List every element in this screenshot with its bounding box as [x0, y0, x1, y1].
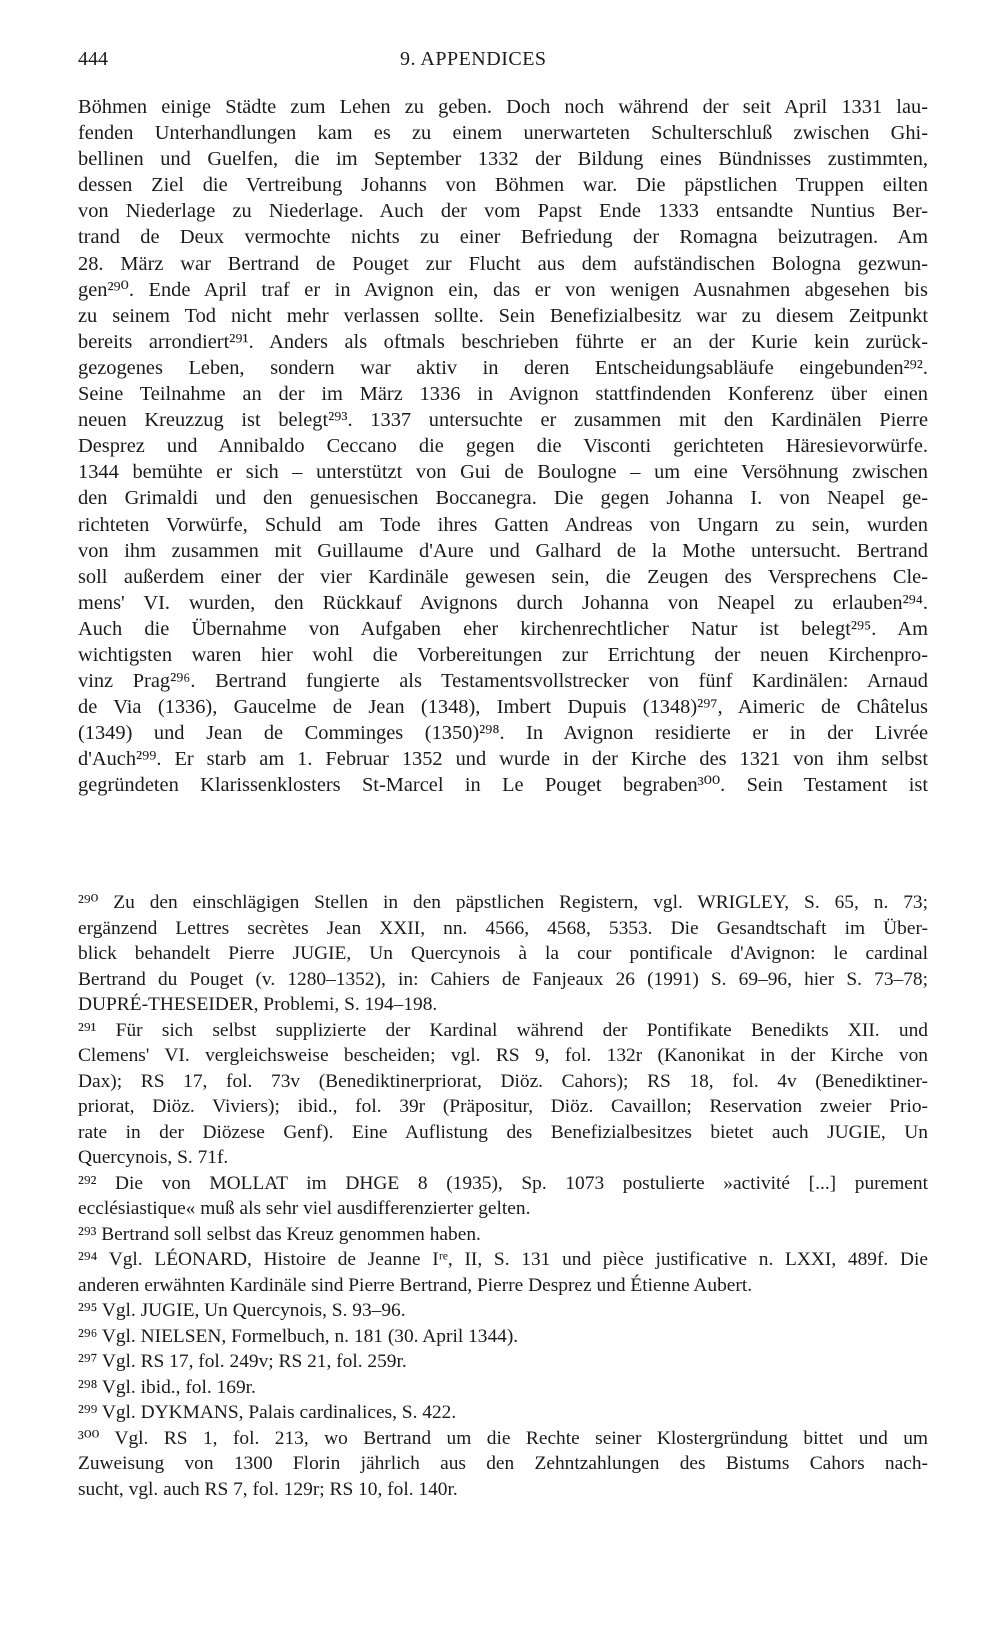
text-line: de Via (1336), Gaucelme de Jean (1348), Imbert Dupuis (1348)²⁹⁷, Aimeric de Châtelus: [78, 696, 928, 719]
text-line: Desprez und Annibaldo Ceccano die gegen die Visconti gerichteten Häresievorwürfe.: [78, 435, 928, 458]
text-line: bereits arrondiert²⁹¹. Anders als oftmals beschrieben führte er an der Kurie kein zurück-: [78, 330, 928, 353]
text-line: 1344 bemühte er sich – unterstützt von Gui de Boulogne – um eine Versöhnung zwischen: [78, 461, 928, 484]
text-line: Auch die Übernahme von Aufgaben eher kirchenrechtlicher Natur ist belegt²⁹⁵. Am: [78, 617, 928, 640]
footnote-line: ²⁹⁷ Vgl. RS 17, fol. 249v; RS 21, fol. 259r.: [78, 1351, 407, 1372]
footnote-line: Quercynois, S. 71f.: [78, 1147, 229, 1168]
text-line: mens' VI. wurden, den Rückkauf Avignons durch Johanna von Neapel zu erlauben²⁹⁴.: [78, 591, 928, 614]
text-line: gegründeten Klarissenklosters St-Marcel in Le Pouget begraben³⁰⁰. Sein Testament ist: [78, 774, 928, 797]
text-line: wichtigsten waren hier wohl die Vorbereitungen zur Errichtung der neuen Kirchenpro-: [78, 643, 928, 666]
footnote-line: ²⁹⁰ Zu den einschlägigen Stellen in den päpstlichen Registern, vgl. WRIGLEY, S. 65, n. 73;: [78, 892, 928, 913]
footnote-line: ²⁹⁸ Vgl. ibid., fol. 169r.: [78, 1376, 256, 1398]
footnote-line: ²⁹² Die von MOLLAT im DHGE 8 (1935), Sp. 1073 postulierte »activité [...] purement: [78, 1172, 928, 1194]
footnote-line: blick behandelt Pierre JUGIE, Un Quercynois à la cour pontificale d'Avignon: le cardinal: [78, 943, 928, 964]
text-line: neuen Kreuzzug ist belegt²⁹³. 1337 untersuchte er zusammen mit den Kardinälen Pierre: [78, 409, 928, 432]
text-line: zu seinem Tod nicht mehr verlassen sollte. Sein Benefizialbesitz war zu diesem Zeitpunkt: [78, 304, 928, 327]
footnote-line: ²⁹⁴ Vgl. LÉONARD, Histoire de Jeanne Iʳᵉ, II, S. 131 und pièce justificative n. LXXI, 489f. Die: [78, 1249, 928, 1270]
footnote-line: DUPRÉ-THESEIDER, Problemi, S. 194–198.: [78, 994, 438, 1015]
text-line: gezogenes Leben, sondern war aktiv in deren Entscheidungsabläufe eingebunden²⁹².: [78, 356, 928, 379]
text-line: (1349) und Jean de Comminges (1350)²⁹⁸. In Avignon residierte er in der Livrée: [78, 722, 928, 745]
text-line: Seine Teilnahme an der im März 1336 in Avignon stattfindenden Konferenz über einen: [78, 383, 928, 406]
text-line: soll außerdem einer der vier Kardinäle gewesen sein, die Zeugen des Versprechens Cle-: [78, 565, 928, 588]
text-line: richteten Vorwürfe, Schuld am Tode ihres Gatten Andreas von Ungarn zu sein, wurden: [78, 513, 928, 536]
footnote-line: ²⁹³ Bertrand soll selbst das Kreuz genommen haben.: [78, 1223, 481, 1245]
text-line: d'Auch²⁹⁹. Er starb am 1. Februar 1352 und wurde in der Kirche des 1321 von ihm selbst: [78, 748, 928, 771]
footnote-line: ecclésiastique« muß als sehr viel ausdifferenzierter gelten.: [78, 1198, 531, 1219]
text-line: gen²⁹⁰. Ende April traf er in Avignon ein, das er von wenigen Ausnahmen abgesehen bis: [78, 278, 928, 301]
text-line: den Grimaldi und den genuesischen Boccanegra. Die gegen Johanna I. von Neapel ge-: [78, 487, 928, 510]
text-line: fenden Unterhandlungen kam es zu einem unerwarteten Schulterschluß zwischen Ghi-: [78, 122, 928, 145]
text-line: dessen Ziel die Vertreibung Johanns von Böhmen war. Die päpstlichen Truppen eilten: [78, 174, 928, 197]
text-line: Böhmen einige Städte zum Lehen zu geben. Doch noch während der seit April 1331 lau-: [78, 96, 928, 118]
running-head: 9. APPENDICES: [400, 48, 547, 70]
footnote-line: rate in der Diözese Genf). Eine Auflistung des Benefizialbesitzes bietet auch JUGIE, Un: [78, 1121, 928, 1143]
text-line: 28. März war Bertrand de Pouget zur Flucht aus dem aufständischen Bologna gezwun-: [78, 252, 928, 275]
footnote-line: priorat, Diöz. Viviers); ibid., fol. 39r (Präpositur, Diöz. Cavaillon; Reservation zweier Prio-: [78, 1096, 928, 1117]
footnote-line: Clemens' VI. vergleichsweise bescheiden; vgl. RS 9, fol. 132r (Kanonikat in der Kirche von: [78, 1045, 928, 1066]
footnote-line: ²⁹¹ Für sich selbst supplizierte der Kardinal während der Pontifikate Benedikts XII. und: [78, 1019, 928, 1041]
text-line: trand de Deux vermochte nichts zu einer Befriedung der Romagna beizutragen. Am: [78, 226, 928, 249]
text-line: von Niederlage zu Niederlage. Auch der vom Papst Ende 1333 entsandte Nuntius Ber-: [78, 200, 928, 223]
footnote-line: ²⁹⁶ Vgl. NIELSEN, Formelbuch, n. 181 (30. April 1344).: [78, 1325, 519, 1347]
footnote-line: Dax); RS 17, fol. 73v (Benediktinerpriorat, Diöz. Cahors); RS 18, fol. 4v (Benediktiner-: [78, 1070, 928, 1092]
text-line: bellinen und Guelfen, die im September 1332 der Bildung eines Bündnisses zustimmten,: [78, 148, 928, 171]
page-number: 444: [78, 48, 108, 70]
text-line: vinz Prag²⁹⁶. Bertrand fungierte als Testamentsvollstrecker von fünf Kardinälen: Arnaud: [78, 670, 928, 693]
footnote-line: ³⁰⁰ Vgl. RS 1, fol. 213, wo Bertrand um die Rechte seiner Klostergründung bittet und um: [78, 1427, 928, 1449]
footnote-line: Bertrand du Pouget (v. 1280–1352), in: Cahiers de Fanjeaux 26 (1991) S. 69–96, hier S. 73–78;: [78, 968, 928, 990]
footnote-line: anderen erwähnten Kardinäle sind Pierre Bertrand, Pierre Desprez und Étienne Aubert.: [78, 1274, 753, 1296]
footnote-line: ²⁹⁵ Vgl. JUGIE, Un Quercynois, S. 93–96.: [78, 1300, 406, 1321]
text-line: von ihm zusammen mit Guillaume d'Aure und Galhard de la Mothe untersucht. Bertrand: [78, 539, 928, 562]
footnote-line: sucht, vgl. auch RS 7, fol. 129r; RS 10, fol. 140r.: [78, 1478, 458, 1500]
footnotes: [78, 890, 928, 1502]
footnote-line: ergänzend Lettres secrètes Jean XXII, nn. 4566, 4568, 5353. Die Gesandtschaft im Über-: [78, 917, 928, 939]
footnote-line: ²⁹⁹ Vgl. DYKMANS, Palais cardinalices, S. 422.: [78, 1402, 457, 1423]
main-text: [78, 94, 928, 799]
footnote-line: Zuweisung von 1300 Florin jährlich aus den Zehntzahlungen des Bistums Cahors nach-: [78, 1453, 928, 1474]
page-header: [78, 48, 923, 74]
